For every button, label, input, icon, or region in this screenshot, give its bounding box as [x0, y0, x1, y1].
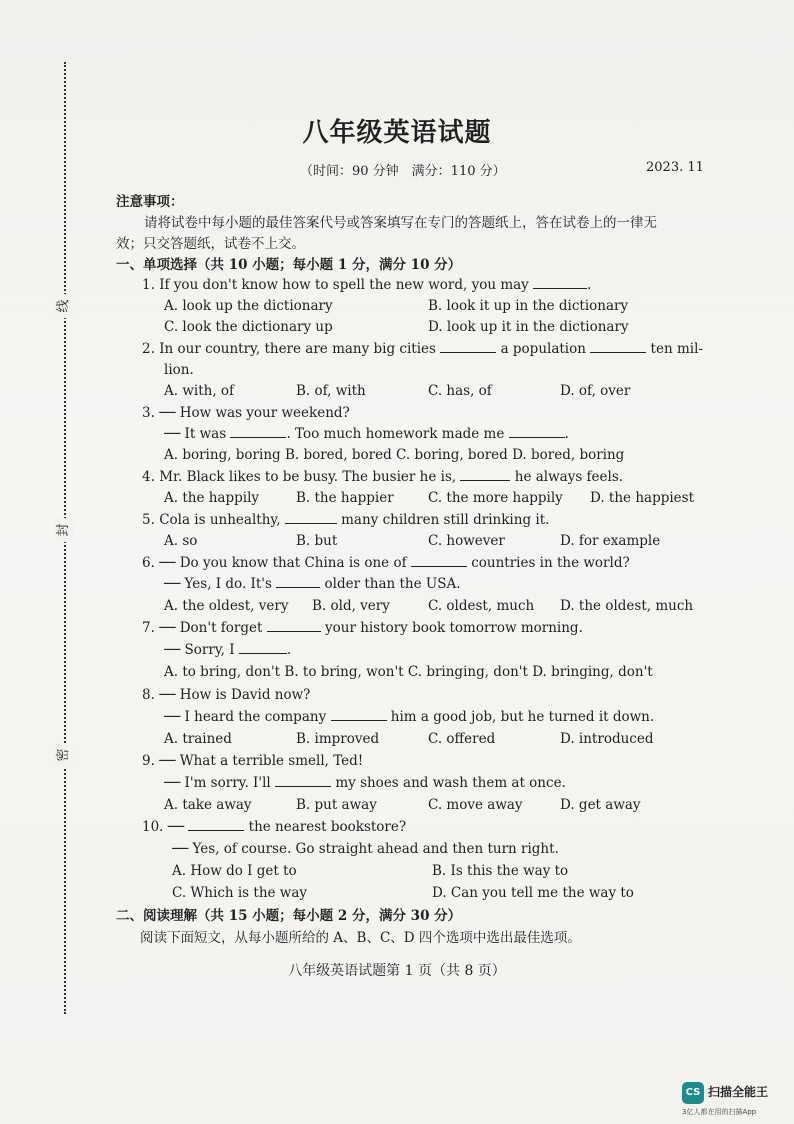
option-c: C. Which is the way [172, 885, 308, 901]
option-d: D. of, over [560, 383, 631, 399]
option-c: C. move away [428, 797, 523, 813]
question-2: 2. In our country, there are many big cities a population ten mil- [142, 341, 703, 357]
binding-char-feng: 封 [54, 518, 74, 542]
answer-blank [331, 708, 387, 721]
question-4: 4. Mr. Black likes to be busy. The busier he is, he always feels. [142, 469, 624, 485]
option-b: B. improved [296, 731, 380, 747]
option-a: A. How do I get to [172, 863, 297, 879]
option-a: A. take away [164, 797, 252, 813]
option-a: A. so [164, 533, 198, 549]
option-a: A. the oldest, very [164, 598, 289, 614]
question-number: 1. [142, 277, 155, 293]
option-d: D. look up it in the dictionary [428, 319, 629, 335]
answer-blank [188, 818, 244, 831]
camscanner-icon: CS [682, 1082, 704, 1104]
question-6: 6. ── Do you know that China is one of countries in the world? [142, 555, 630, 571]
question-3: 3. ── How was your weekend? [142, 405, 350, 421]
answer-blank [285, 511, 337, 524]
option-d: D. the oldest, much [560, 598, 694, 614]
option-c: C. the more happily [428, 490, 563, 506]
option-b: B. the happier [296, 490, 394, 506]
option-b: B. but [296, 533, 338, 549]
binding-char-xian: 线 [54, 294, 74, 318]
question-number: 2. [142, 341, 155, 357]
option-a: A. the happily [164, 490, 260, 506]
exam-time-score: （时间：90 分钟 满分：110 分） [300, 164, 506, 179]
answer-blank [411, 554, 467, 567]
option-b: B. old, very [312, 598, 390, 614]
exam-date: 2023. 11 [646, 160, 704, 175]
question-number: 9. [142, 753, 155, 769]
option-b: B. of, with [296, 383, 366, 399]
question-5: 5. Cola is unhealthy, many children still drinking it. [142, 512, 550, 528]
option-d: D. the happiest [590, 490, 695, 506]
option-c: C. oldest, much [428, 598, 535, 614]
question-9-reply: ── I'm sorry. I'll my shoes and wash them at once. [164, 775, 566, 791]
watermark-name: 扫描全能王 [708, 1085, 769, 1099]
option-b: B. put away [296, 797, 377, 813]
answer-blank [590, 340, 646, 353]
answer-blank [230, 425, 286, 438]
question-number: 3. [142, 405, 155, 421]
answer-blank [509, 425, 565, 438]
question-3-options: A. boring, boring B. bored, bored C. boring, bored D. bored, boring [164, 447, 625, 463]
option-b: B. Is this the way to [432, 863, 569, 879]
section-2-instruction: 阅读下面短文，从每小题所给的 A、B、C、D 四个选项中选出最佳选项。 [140, 930, 581, 946]
question-10-reply: ── Yes, of course. Go straight ahead and then turn right. [172, 841, 559, 857]
option-b: B. look it up in the dictionary [428, 298, 629, 314]
page-footer: 八年级英语试题第 1 页（共 8 页） [288, 963, 506, 979]
answer-blank [276, 575, 320, 588]
question-number: 4. [142, 469, 155, 485]
question-3-reply: ── It was . Too much homework made me . [164, 426, 569, 442]
question-number: 10. [142, 819, 164, 835]
notes-line-1: 请将试卷中每小题的最佳答案代号或答案填写在专门的答题纸上，答在试卷上的一律无 [144, 215, 657, 231]
option-c: C. has, of [428, 383, 492, 399]
question-8-reply: ── I heard the company him a good job, but he turned it down. [164, 709, 655, 725]
question-number: 8. [142, 687, 155, 703]
answer-blank [440, 340, 496, 353]
notes-heading: 注意事项： [116, 194, 184, 210]
section-2-heading: 二、阅读理解（共 15 小题；每小题 2 分，满分 30 分） [116, 908, 462, 924]
option-c: C. look the dictionary up [164, 319, 333, 335]
question-2-cont: lion. [164, 362, 194, 378]
answer-blank [533, 276, 587, 289]
binding-char-mi: 密 [54, 743, 74, 767]
option-c: C. however [428, 533, 505, 549]
question-stem: If you don't know how to spell the new word, you may [159, 277, 529, 293]
question-1: 1. If you don't know how to spell the new word, you may . [142, 277, 592, 293]
option-a: A. with, of [164, 383, 235, 399]
answer-blank [460, 468, 510, 481]
question-number: 7. [142, 620, 155, 636]
option-a: A. look up the dictionary [164, 298, 333, 314]
option-c: C. offered [428, 731, 496, 747]
exam-title: 八年级英语试题 [302, 118, 492, 148]
question-number: 5. [142, 512, 155, 528]
section-1-heading: 一、单项选择（共 10 小题；每小题 1 分，满分 10 分） [116, 257, 462, 273]
option-d: D. for example [560, 533, 661, 549]
question-7: 7. ── Don't forget your history book tomorrow morning. [142, 620, 583, 636]
option-a: A. trained [164, 731, 232, 747]
question-7-options: A. to bring, don't B. to bring, won't C. bringing, don't D. bringing, don't [164, 664, 653, 680]
notes-line-2: 效；只交答题纸，试卷不上交。 [116, 236, 305, 252]
option-d: D. introduced [560, 731, 654, 747]
option-d: D. get away [560, 797, 641, 813]
question-9: 9. ── What a terrible smell, Ted! [142, 753, 364, 769]
answer-blank [267, 619, 321, 632]
scanner-watermark [682, 1080, 792, 1120]
answer-blank [239, 641, 287, 654]
question-10: 10. ── the nearest bookstore? [142, 819, 407, 835]
question-number: 6. [142, 555, 155, 571]
question-8: 8. ── How is David now? [142, 687, 311, 703]
watermark-tagline: 3亿人都在用的扫描App [682, 1108, 757, 1116]
answer-blank [275, 774, 331, 787]
option-d: D. Can you tell me the way to [432, 885, 634, 901]
question-7-reply: ── Sorry, I . [164, 642, 292, 658]
question-6-reply: ── Yes, I do. It's older than the USA. [164, 576, 461, 592]
